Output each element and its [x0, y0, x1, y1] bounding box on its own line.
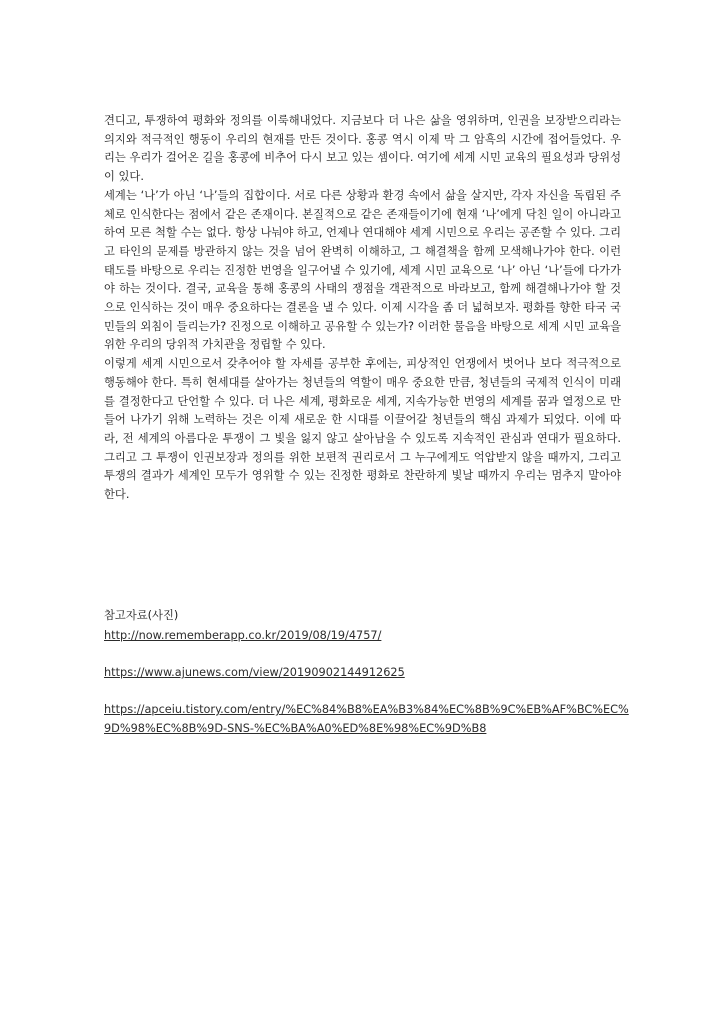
references-title: 참고자료(사진) — [104, 609, 179, 622]
reference-link-1[interactable]: http://now.rememberapp.co.kr/2019/08/19/4757/ — [104, 629, 382, 642]
reference-link-3[interactable]: https://apceiu.tistory.com/entry/%EC%84%B8%EA%B3%84%EC%8B%9C%EB%AF%BC%EC%9D%98%EC%8B%9D-SNS-%EC%BA%A0%ED%8E%98%EC%9D%B8 — [104, 703, 629, 735]
references-section — [104, 606, 634, 738]
spacer — [104, 682, 634, 700]
spacer — [104, 645, 634, 663]
paragraph-3: 이렇게 세계 시민으로서 갖추어야 할 자세를 공부한 후에는, 피상적인 언쟁에서 벗어나 보다 적극적으로 행동해야 한다. 특히 현세대를 살아가는 청년들의 역할이 매우 중요한 만큼, 청년들의 국제적 인식이 미래를 결정한다고 단언할 수 있다. 더 나은 세계, 평화로운 세계, 지속가능한 번영의 세계를 꿈과 열정으로 만들어 나가기 위해 노력하는 것은 이제 새로운 한 시대를 이끌어갈 청년들의 핵심 과제가 되었다. 이에 따라, 전 세계의 아름다운 투쟁이 그 빛을 잃지 않고 살아남을 수 있도록 지속적인 관심과 연대가 필요하다. 그리고 그 투쟁이 인권보장과 정의를 위한 보편적 권리로서 그 누구에게도 억압받지 않을 때까지, 그리고 투쟁의 결과가 세계인 모두가 영위할 수 있는 진정한 평화로 찬란하게 빛날 때까지 우리는 멈추지 말아야 한다. — [104, 357, 621, 502]
paragraph-2: 세계는 ‘나’가 아닌 ‘나’들의 집합이다. 서로 다른 상황과 환경 속에서 삶을 살지만, 각자 자신을 독립된 주체로 인식한다는 점에서 같은 존재이다. 본질적으로 같은 존재들이기에 현재 ‘나’에게 닥친 일이 아니라고 하여 모른 척할 수는 없다. 항상 나눠야 하고, 언제나 연대해야 세계 시민으로 우리는 공존할 수 있다. 그리고 타인의 문제를 방관하지 않는 것을 넘어 완벽히 이해하고, 그 해결책을 함께 모색해나가야 한다. 이런 태도를 바탕으로 우리는 진정한 번영을 일구어낼 수 있기에, 세계 시민 교육으로 ‘나’ 아닌 ‘나’들에 다가가야 하는 것이다. 결국, 교육을 통해 홍콩의 사태의 쟁점을 객관적으로 바라보고, 함께 해결해나가야 할 것으로 인식하는 것이 매우 중요하다는 결론을 낼 수 있다. 이제 시각을 좀 더 넓혀보자. 평화를 향한 타국 국민들의 외침이 들리는가? 진정으로 이해하고 공유할 수 있는가? 이러한 물음을 바탕으로 세계 시민 교육을 위한 우리의 당위적 가치관을 정립할 수 있다. — [104, 188, 622, 352]
paragraph-1: 견디고, 투쟁하여 평화와 정의를 이룩해내었다. 지금보다 더 나은 삶을 영위하며, 인권을 보장받으리라는 의지와 적극적인 행동이 우리의 현재를 만든 것이다. 홍콩 역시 이제 막 그 암흑의 시간에 접어들었다. 우리는 우리가 걸어온 길을 홍콩에 비추어 다시 보고 있는 셈이다. 여기에 세계 시민 교육의 필요성과 당위성이 있다. — [104, 114, 621, 184]
reference-link-2[interactable]: https://www.ajunews.com/view/20190902144912625 — [104, 666, 405, 679]
essay-body — [104, 112, 621, 505]
